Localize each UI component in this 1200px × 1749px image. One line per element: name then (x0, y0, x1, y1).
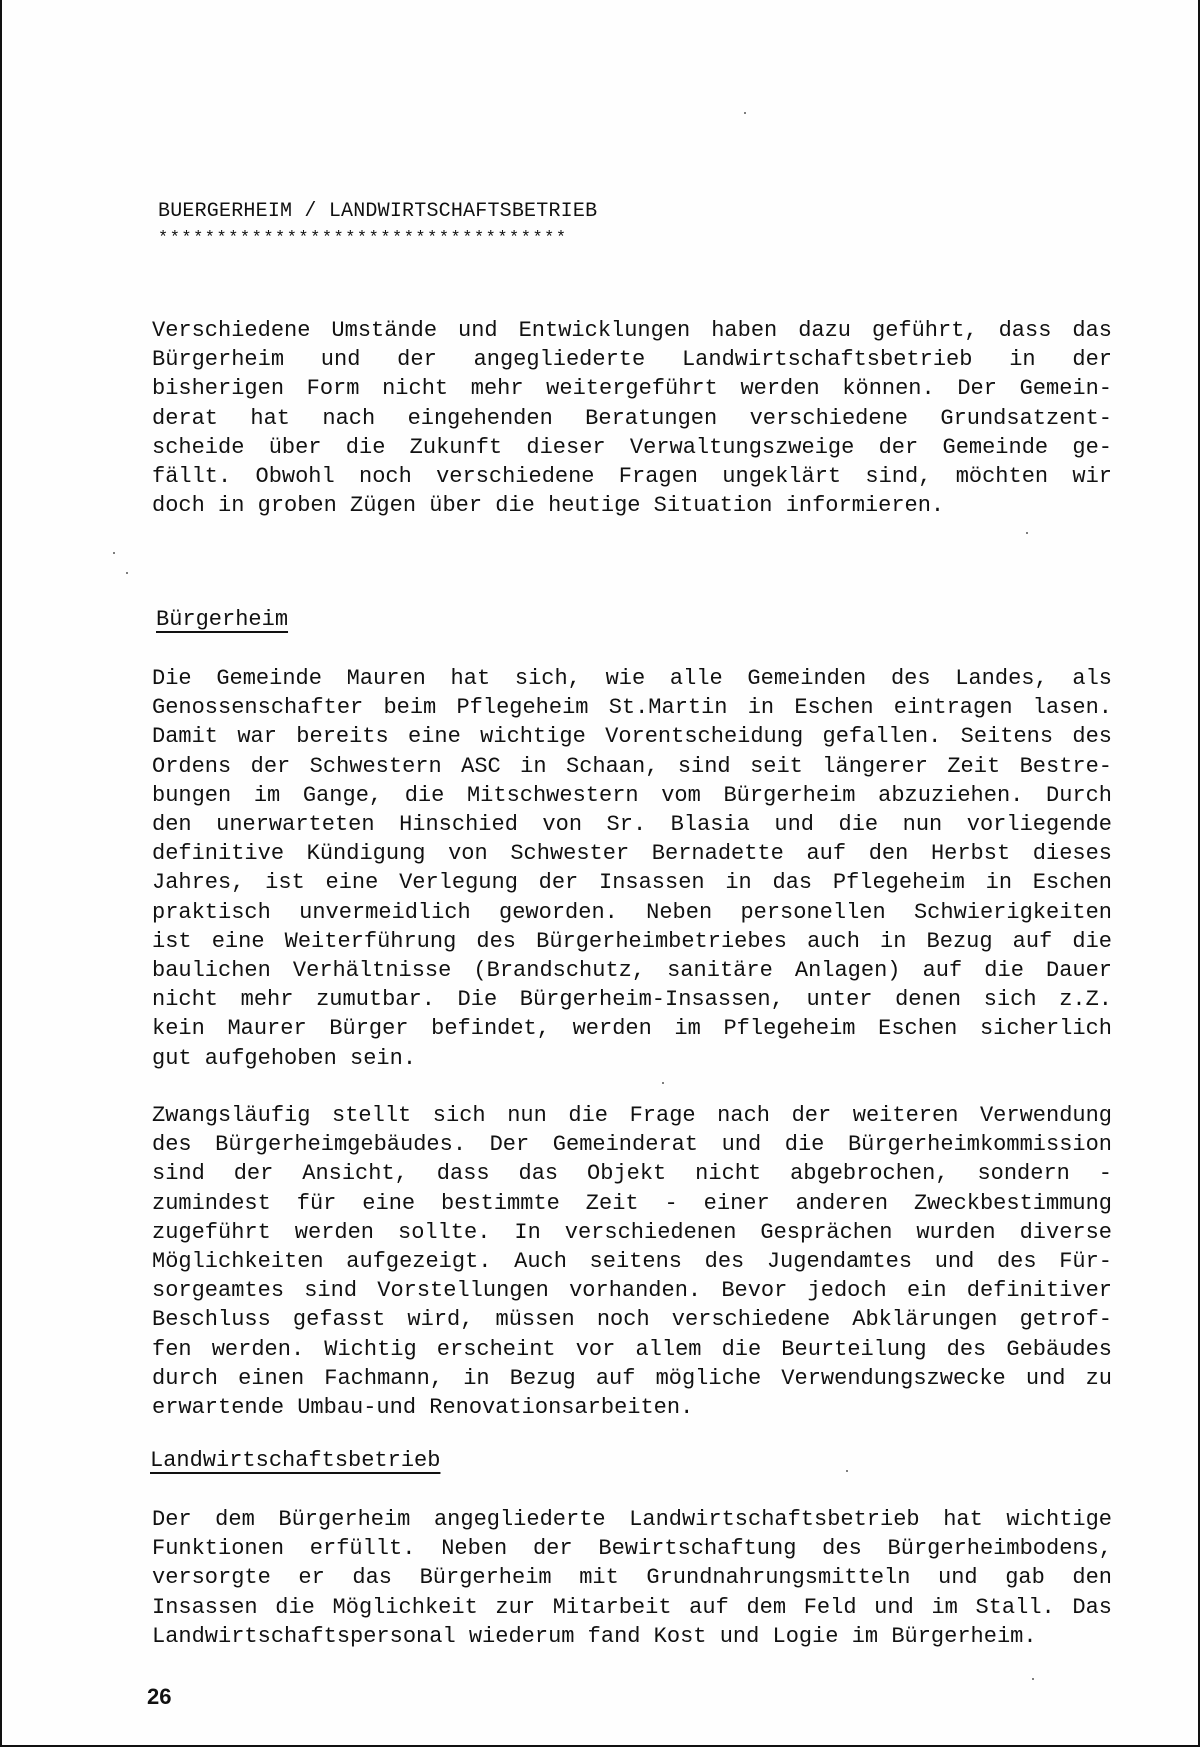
scan-speck (113, 552, 115, 554)
text-line: ist eine Weiterführung des Bürgerheimbetriebes auch in Bezug auf die (152, 928, 1112, 954)
text-line: durch einen Fachmann, in Bezug auf mögliche Verwendungszwecke und zu (152, 1365, 1112, 1391)
text-line: Zwangsläufig stellt sich nun die Frage nach der weiteren Verwendung (152, 1103, 1112, 1128)
text-line: Jahres, ist eine Verlegung der Insassen in das Pflegeheim in Eschen (152, 870, 1112, 896)
text-line: versorgte er das Bürgerheim mit Grundnahrungsmitteln und gab den (152, 1565, 1112, 1591)
text-line: fen werden. Wichtig erscheint vor allem die Beurteilung des Gebäudes (152, 1336, 1112, 1362)
title-asterisk-rule: *********************************** (158, 229, 568, 248)
text-line: fällt. Obwohl noch verschiedene Fragen ungeklärt sind, möchten wir (152, 464, 1112, 490)
text-line: sind der Ansicht, dass das Objekt nicht abgebrochen, sondern - (152, 1161, 1112, 1187)
page-number: 26 (147, 1684, 172, 1709)
scan-speck (126, 572, 128, 574)
buergerheim-paragraph-2 (152, 1101, 1112, 1422)
text-line: Genossenschafter beim Pflegeheim St.Martin in Eschen eintragen lasen. (152, 695, 1112, 721)
scan-speck (744, 112, 746, 114)
text-line: bisherigen Form nicht mehr weitergeführt werden können. Der Gemein- (152, 376, 1112, 402)
text-line: praktisch unvermeidlich geworden. Neben personellen Schwierigkeiten (152, 899, 1112, 925)
text-line: Funktionen erfüllt. Neben der Bewirtschaftung des Bürgerheimbodens, (152, 1536, 1112, 1562)
text-line: des Bürgerheimgebäudes. Der Gemeinderat und die Bürgerheimkommission (152, 1132, 1112, 1158)
document-title: BUERGERHEIM / LANDWIRTSCHAFTSBETRIEB (158, 200, 598, 223)
text-line: Damit war bereits eine wichtige Vorentscheidung gefallen. Seitens des (152, 724, 1112, 750)
text-line: sorgeamtes sind Vorstellungen vorhanden. Bevor jedoch ein definitiver (152, 1278, 1112, 1304)
text-line: Der dem Bürgerheim angegliederte Landwirtschaftsbetrieb hat wichtige (152, 1507, 1112, 1532)
scan-speck (1026, 532, 1028, 534)
text-line: zumindest für eine bestimmte Zeit - einer anderen Zweckbestimmung (152, 1190, 1112, 1216)
text-line: erwartende Umbau-und Renovationsarbeiten. (152, 1395, 694, 1421)
scan-speck (846, 1470, 848, 1472)
scan-speck (662, 1082, 664, 1084)
text-line: nicht mehr zumutbar. Die Bürgerheim-Insassen, unter denen sich z.Z. (152, 987, 1112, 1013)
text-line: definitive Kündigung von Schwester Bernadette auf den Herbst dieses (152, 841, 1112, 867)
intro-paragraph (152, 316, 1112, 520)
text-line: Die Gemeinde Mauren hat sich, wie alle Gemeinden des Landes, als (152, 666, 1112, 691)
text-line: derat hat nach eingehenden Beratungen verschiedene Grundsatzent- (152, 405, 1112, 431)
section-heading-landwirtschaftsbetrieb: Landwirtschaftsbetrieb (150, 1448, 441, 1473)
text-line: scheide über die Zukunft dieser Verwaltungszweige der Gemeinde ge- (152, 434, 1112, 460)
text-line: Möglichkeiten aufgezeigt. Auch seitens des Jugendamtes und des Für- (152, 1249, 1112, 1275)
scan-speck (1032, 1678, 1034, 1680)
text-line: Landwirtschaftspersonal wiederum fand Kost und Logie im Bürgerheim. (152, 1623, 1037, 1649)
text-line: kein Maurer Bürger befindet, werden im Pflegeheim Eschen sicherlich (152, 1016, 1112, 1042)
text-line: Bürgerheim und der angegliederte Landwirtschaftsbetrieb in der (152, 347, 1112, 373)
text-line: den unerwarteten Hinschied von Sr. Blasia und die nun vorliegende (152, 812, 1112, 838)
buergerheim-paragraph-1 (152, 664, 1112, 1073)
text-line: Insassen die Möglichkeit zur Mitarbeit auf dem Feld und im Stall. Das (152, 1594, 1112, 1620)
text-line: bungen im Gange, die Mitschwestern vom Bürgerheim abzuziehen. Durch (152, 782, 1112, 808)
text-line: Beschluss gefasst wird, müssen noch verschiedene Abklärungen getrof- (152, 1307, 1112, 1333)
landwirtschaft-paragraph-1 (152, 1505, 1112, 1651)
text-line: zugeführt werden sollte. In verschiedenen Gesprächen wurden diverse (152, 1219, 1112, 1245)
text-line: gut aufgehoben sein. (152, 1045, 417, 1071)
text-line: Verschiedene Umstände und Entwicklungen haben dazu geführt, dass das (152, 318, 1112, 343)
text-line: baulichen Verhältnisse (Brandschutz, sanitäre Anlagen) auf die Dauer (152, 958, 1112, 984)
text-line: Ordens der Schwestern ASC in Schaan, sind seit längerer Zeit Bestre- (152, 753, 1112, 779)
section-heading-buergerheim: Bürgerheim (156, 607, 289, 632)
text-line: doch in groben Zügen über die heutige Situation informieren. (152, 493, 945, 519)
